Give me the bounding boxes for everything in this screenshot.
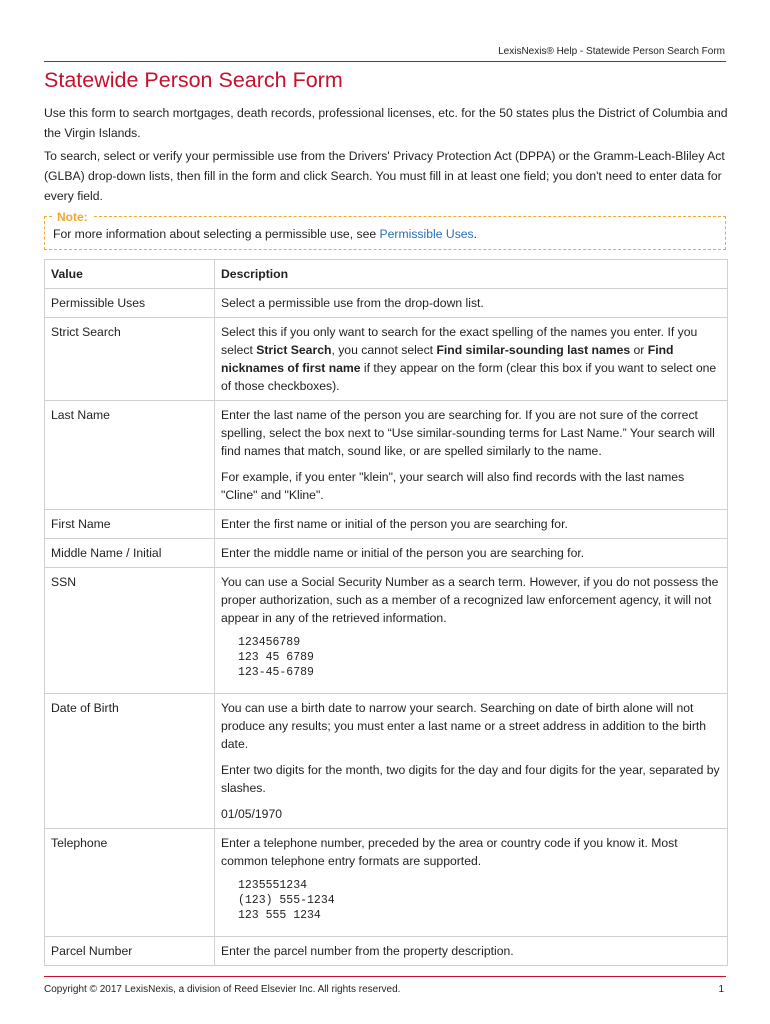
- row-description: [215, 937, 728, 966]
- table-row: [45, 401, 727, 510]
- row-description-format: Enter two digits for the month, two digits for the day and four digits for the year, separated by slashes.: [221, 763, 720, 795]
- fields-table: [44, 259, 728, 966]
- table-row: [45, 694, 727, 829]
- row-description: [215, 539, 728, 568]
- page-title: Statewide Person Search Form: [44, 68, 343, 92]
- table-row: [45, 937, 727, 966]
- header-divider: [44, 61, 726, 62]
- note-label: Note:: [53, 211, 92, 223]
- row-value: Middle Name / Initial: [45, 539, 215, 568]
- page-number: 1: [718, 984, 724, 995]
- table-row: [45, 539, 727, 568]
- footer-divider: [44, 976, 726, 977]
- table-row: [45, 829, 727, 937]
- telephone-format-examples: 1235551234 (123) 555-1234 123 555 1234: [238, 879, 335, 922]
- nicknames-term: Find nicknames of first name: [221, 343, 674, 375]
- note-text: [53, 226, 477, 242]
- ssn-format-examples: 123456789 123 45 6789 123-45-6789: [238, 636, 314, 679]
- row-value: Permissible Uses: [45, 289, 215, 318]
- row-value: Date of Birth: [45, 694, 215, 829]
- row-description: [215, 289, 728, 318]
- strict-search-term: Strict Search: [256, 343, 332, 357]
- intro-paragraph: Use this form to search mortgages, death records, professional licenses, etc. for the 50 states plus the District of Columbia and the Virgin Islands.: [44, 106, 728, 140]
- note-suffix: .: [473, 227, 478, 241]
- row-description: [215, 318, 728, 401]
- row-value: SSN: [45, 568, 215, 694]
- row-description-text: Enter the middle name or initial of the person you are searching for.: [221, 546, 585, 560]
- row-description-text: Enter the parcel number from the property description.: [221, 944, 514, 958]
- value-column-header: Value: [45, 260, 215, 289]
- table-header-row: [45, 260, 727, 289]
- row-description: [215, 568, 728, 694]
- similar-last-names-term: Find similar-sounding last names: [436, 343, 631, 357]
- row-description: [215, 401, 728, 510]
- row-value: Parcel Number: [45, 937, 215, 966]
- table-row: [45, 568, 727, 694]
- row-description: [215, 510, 728, 539]
- row-description-text: Enter the last name of the person you are searching for. If you are not sure of the correct spelling, select the box next to “Use similar-sounding terms for Last Name.” Your search will find names that match, sound like, or are spelled similarly to the name.: [221, 408, 715, 458]
- row-description-text: You can use a Social Security Number as a search term. However, if you do not possess the proper authorization, such as a member of a recognized law enforcement agency, it will not appear in any of the retrieved information.: [221, 575, 719, 625]
- note-box: [44, 210, 726, 250]
- note-body: For more information about selecting a permissible use, see: [53, 227, 380, 241]
- running-header: LexisNexis® Help - Statewide Person Search Form: [498, 46, 725, 57]
- row-description-text: Enter a telephone number, preceded by the area or country code if you know it. Most common telephone entry formats are supported.: [221, 836, 678, 868]
- row-value: Strict Search: [45, 318, 215, 401]
- instructions-paragraph: To search, select or verify your permissible use from the Drivers' Privacy Protection Act (DPPA) or the Gramm-Leach-Bliley Act (GLBA) drop-down lists, then fill in the form and click Search. You must fill in at least one field; you don't need to enter data for every field.: [44, 149, 725, 203]
- description-column-header: Description: [215, 260, 728, 289]
- row-description-text: You can use a birth date to narrow your search. Searching on date of birth alone will not produce any results; you must enter a last name or a street address in addition to the birth date.: [221, 701, 707, 751]
- table-row: [45, 510, 727, 539]
- permissible-uses-link[interactable]: Permissible Uses: [379, 227, 474, 241]
- row-description-text: Select this if you only want to search for the exact spelling of the names you enter. If you select Strict Search, you cannot select Find similar-sounding last names or Find nicknames of first name if they appear on the form (clear this box if you want to select one of those checkboxes).: [221, 325, 717, 393]
- row-description-text: Enter the first name or initial of the person you are searching for.: [221, 517, 568, 531]
- row-value: Telephone: [45, 829, 215, 937]
- row-description-text: Select a permissible use from the drop-down list.: [221, 296, 484, 310]
- copyright-notice: Copyright © 2017 LexisNexis, a division of Reed Elsevier Inc. All rights reserved.: [44, 984, 401, 995]
- row-value: Last Name: [45, 401, 215, 510]
- table-row: [45, 318, 727, 401]
- row-description: [215, 829, 728, 937]
- row-value: First Name: [45, 510, 215, 539]
- row-description-example: For example, if you enter "klein", your search will also find records with the last names "Cline" and "Kline".: [221, 470, 685, 502]
- table-row: [45, 289, 727, 318]
- dob-example: 01/05/1970: [221, 807, 282, 821]
- row-description: [215, 694, 728, 829]
